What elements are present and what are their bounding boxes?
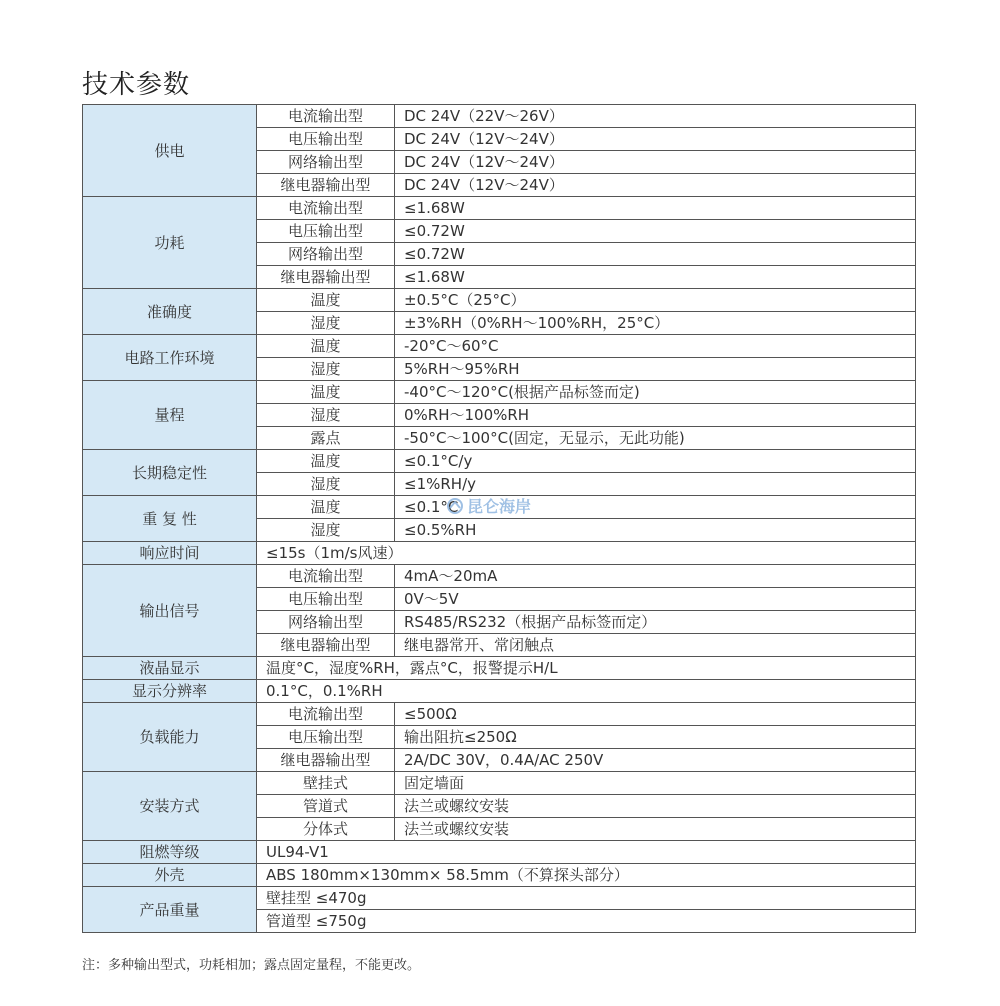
- subcategory-cell: 温度: [257, 450, 395, 473]
- subcategory-cell: 电压输出型: [257, 726, 395, 749]
- category-cell: 供电: [83, 105, 257, 197]
- table-row: [83, 289, 916, 312]
- value-cell: 固定墙面: [395, 772, 916, 795]
- subcategory-cell: 湿度: [257, 312, 395, 335]
- value-cell: 法兰或螺纹安装: [395, 818, 916, 841]
- category-cell: 负载能力: [83, 703, 257, 772]
- value-cell: ≤1%RH/y: [395, 473, 916, 496]
- value-cell: 2A/DC 30V，0.4A/AC 250V: [395, 749, 916, 772]
- value-cell: -20°C～60°C: [395, 335, 916, 358]
- value-cell: 0%RH～100%RH: [395, 404, 916, 427]
- subcategory-cell: 继电器输出型: [257, 749, 395, 772]
- table-row: [83, 335, 916, 358]
- value-cell: -50°C～100°C(固定，无显示，无此功能): [395, 427, 916, 450]
- table-row: [83, 542, 916, 565]
- brand-logo-icon: [446, 497, 464, 515]
- subcategory-cell: 继电器输出型: [257, 266, 395, 289]
- subcategory-cell: 电压输出型: [257, 128, 395, 151]
- table-row: [83, 565, 916, 588]
- watermark-text: 昆仑海岸: [467, 497, 532, 516]
- category-cell: 电路工作环境: [83, 335, 257, 381]
- subcategory-cell: 湿度: [257, 473, 395, 496]
- subcategory-cell: 壁挂式: [257, 772, 395, 795]
- table-row: [83, 887, 916, 910]
- category-cell: 液晶显示: [83, 657, 257, 680]
- value-cell: ≤1.68W: [395, 197, 916, 220]
- value-cell: ±0.5°C（25°C）: [395, 289, 916, 312]
- value-cell: ≤500Ω: [395, 703, 916, 726]
- table-row: [83, 703, 916, 726]
- value-cell: 法兰或螺纹安装: [395, 795, 916, 818]
- category-cell: 长期稳定性: [83, 450, 257, 496]
- subcategory-cell: 网络输出型: [257, 611, 395, 634]
- subcategory-cell: 电流输出型: [257, 197, 395, 220]
- value-cell: 管道型 ≤750g: [257, 910, 916, 933]
- spec-table-body: [83, 105, 916, 933]
- value-cell: 0V～5V: [395, 588, 916, 611]
- subcategory-cell: 温度: [257, 381, 395, 404]
- value-cell: DC 24V（22V～26V）: [395, 105, 916, 128]
- table-row: [83, 381, 916, 404]
- category-cell: 量程: [83, 381, 257, 450]
- category-cell: 功耗: [83, 197, 257, 289]
- value-cell: ≤1.68W: [395, 266, 916, 289]
- subcategory-cell: 电流输出型: [257, 565, 395, 588]
- value-cell: DC 24V（12V～24V）: [395, 174, 916, 197]
- subcategory-cell: 温度: [257, 289, 395, 312]
- table-row: [83, 657, 916, 680]
- table-row: [83, 450, 916, 473]
- table-row: [83, 197, 916, 220]
- category-cell: 安装方式: [83, 772, 257, 841]
- value-cell: DC 24V（12V～24V）: [395, 128, 916, 151]
- footnote: 注：多种输出型式，功耗相加；露点固定量程，不能更改。: [82, 958, 421, 973]
- subcategory-cell: 湿度: [257, 519, 395, 542]
- page-title: 技术参数: [82, 70, 191, 100]
- value-cell: ≤15s（1m/s风速）: [257, 542, 916, 565]
- value-cell: ≤0.5%RH: [395, 519, 916, 542]
- category-cell: 响应时间: [83, 542, 257, 565]
- value-cell: 继电器常开、常闭触点: [395, 634, 916, 657]
- value-cell: 温度°C，湿度%RH，露点°C，报警提示H/L: [257, 657, 916, 680]
- category-cell: 外壳: [83, 864, 257, 887]
- subcategory-cell: 电流输出型: [257, 703, 395, 726]
- subcategory-cell: 继电器输出型: [257, 634, 395, 657]
- subcategory-cell: 分体式: [257, 818, 395, 841]
- value-cell: 5%RH～95%RH: [395, 358, 916, 381]
- category-cell: 重 复 性: [83, 496, 257, 542]
- value-cell: ≤0.1°C/y: [395, 450, 916, 473]
- subcategory-cell: 继电器输出型: [257, 174, 395, 197]
- value-cell: 输出阻抗≤250Ω: [395, 726, 916, 749]
- watermark: [446, 494, 531, 517]
- table-row: [83, 680, 916, 703]
- category-cell: 输出信号: [83, 565, 257, 657]
- value-cell: 壁挂型 ≤470g: [257, 887, 916, 910]
- subcategory-cell: 温度: [257, 335, 395, 358]
- subcategory-cell: 湿度: [257, 358, 395, 381]
- subcategory-cell: 露点: [257, 427, 395, 450]
- value-cell: ABS 180mm×130mm× 58.5mm（不算探头部分）: [257, 864, 916, 887]
- value-cell: -40°C～120°C(根据产品标签而定): [395, 381, 916, 404]
- subcategory-cell: 电压输出型: [257, 220, 395, 243]
- value-cell: ≤0.72W: [395, 243, 916, 266]
- value-cell: 0.1°C，0.1%RH: [257, 680, 916, 703]
- subcategory-cell: 湿度: [257, 404, 395, 427]
- subcategory-cell: 电压输出型: [257, 588, 395, 611]
- subcategory-cell: 管道式: [257, 795, 395, 818]
- category-cell: 阻燃等级: [83, 841, 257, 864]
- subcategory-cell: 电流输出型: [257, 105, 395, 128]
- category-cell: 准确度: [83, 289, 257, 335]
- value-cell: UL94-V1: [257, 841, 916, 864]
- value-cell: ±3%RH（0%RH～100%RH，25°C）: [395, 312, 916, 335]
- value-cell: DC 24V（12V～24V）: [395, 151, 916, 174]
- subcategory-cell: 网络输出型: [257, 243, 395, 266]
- value-cell: ≤0.72W: [395, 220, 916, 243]
- category-cell: 产品重量: [83, 887, 257, 933]
- subcategory-cell: 网络输出型: [257, 151, 395, 174]
- value-cell: ≤0.1°C: [395, 496, 916, 519]
- value-cell: 4mA～20mA: [395, 565, 916, 588]
- value-cell: RS485/RS232（根据产品标签而定）: [395, 611, 916, 634]
- table-row: [83, 841, 916, 864]
- table-row: [83, 772, 916, 795]
- category-cell: 显示分辨率: [83, 680, 257, 703]
- table-row: [83, 105, 916, 128]
- spec-table: [82, 104, 916, 933]
- table-row: [83, 864, 916, 887]
- subcategory-cell: 温度: [257, 496, 395, 519]
